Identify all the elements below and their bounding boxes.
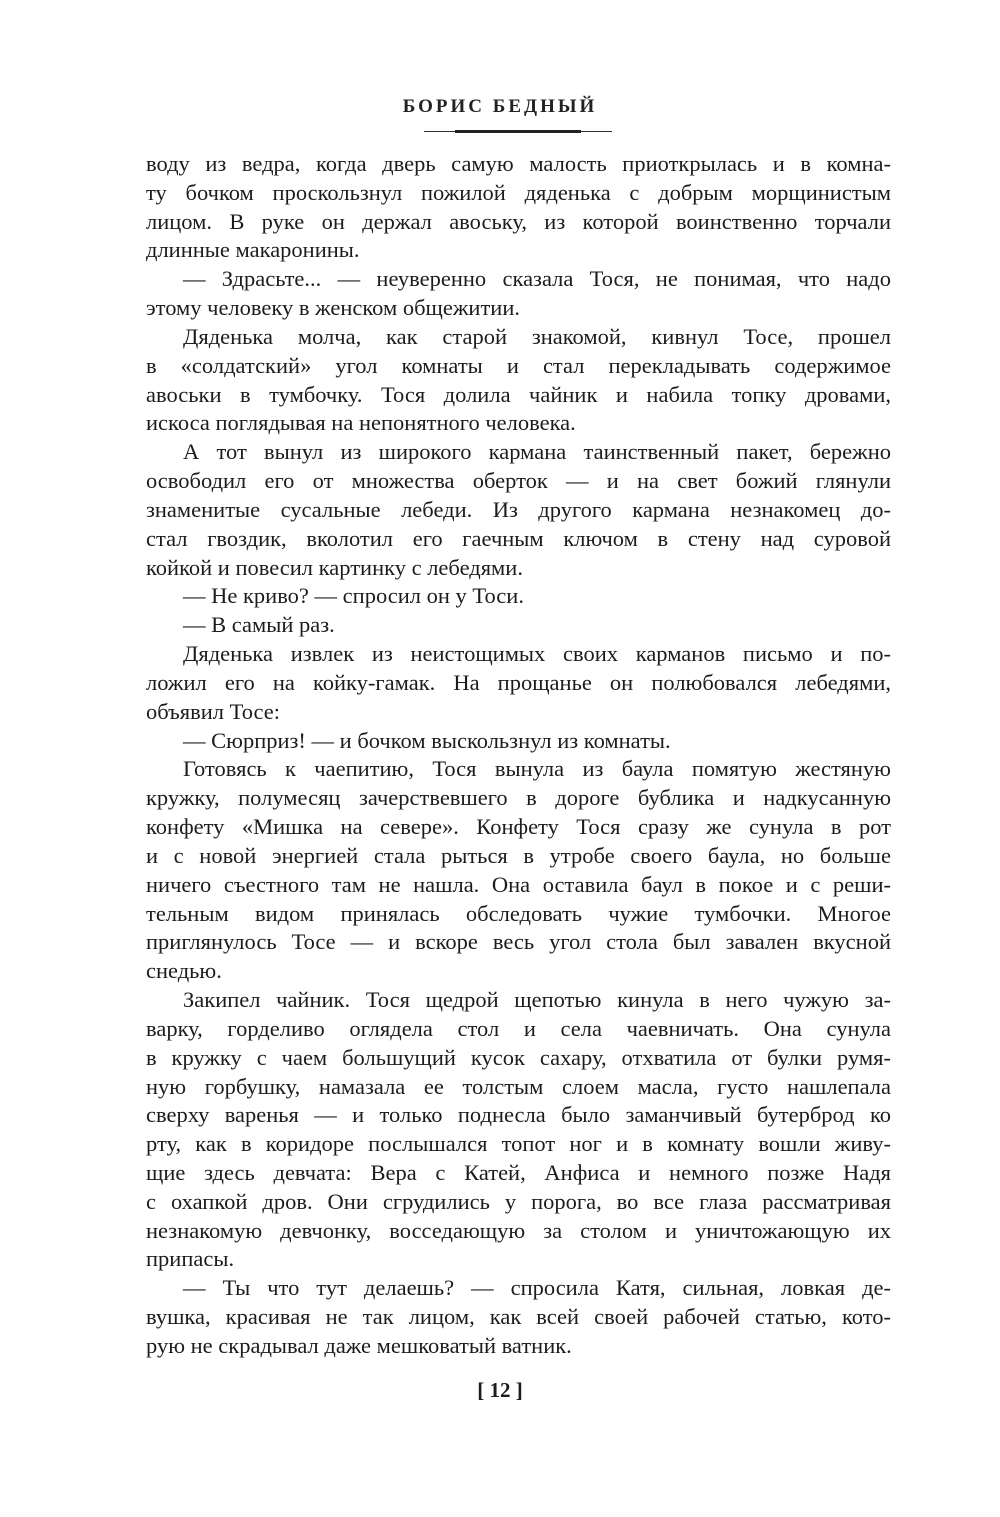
text-line: — В самый раз.: [183, 612, 335, 638]
text-line: в «солдатский» угол комнаты и стал перекладывать содержимое: [146, 352, 891, 378]
running-head-author: БОРИС БЕДНЫЙ: [402, 96, 598, 117]
text-line: Дяденька молча, как старой знакомой, кивнул Тосе, прошел: [183, 323, 891, 349]
text-line: стал гвоздик, вколотил его гаечным ключом в стену над суровой: [146, 525, 891, 551]
text-line: — Здрасьте... — неуверенно сказала Тося, не понимая, что надо: [183, 266, 891, 292]
text-line: койкой и повесил картинку с лебедями.: [146, 554, 523, 580]
text-line: А тот вынул из широкого кармана таинственный пакет, бережно: [183, 439, 891, 465]
text-line: этому человеку в женском общежитии.: [146, 295, 520, 321]
text-line: рту, как в коридоре послышался топот ног и в комнату вошли живу-: [146, 1131, 891, 1157]
text-line: Готовясь к чаепитию, Тося вынула из баула помятую жестяную: [183, 756, 891, 782]
page-number: [ 12 ]: [477, 1378, 523, 1402]
text-line: воду из ведра, когда дверь самую малость приоткрылась и в комна-: [146, 151, 891, 176]
text-line: конфету «Мишка на севере». Конфету Тося сразу же сунула в рот: [146, 814, 891, 840]
text-line: — Не криво? — спросил он у Тоси.: [183, 583, 524, 609]
text-line: снедью.: [146, 958, 222, 984]
text-line: авоськи в тумбочку. Тося долила чайник и набила топку дровами,: [146, 381, 891, 407]
text-line: и с новой энергией стала рыться в утробе своего баула, но больше: [146, 842, 891, 868]
text-line: освободил его от множества оберток — и на свет божий глянули: [146, 468, 891, 494]
text-line: искоса поглядывая на непонятного человека.: [146, 410, 576, 436]
text-line: Закипел чайник. Тося щедрой щепотью кинула в него чужую за-: [183, 987, 891, 1013]
text-line: Дяденька извлек из неистощимых своих карманов письмо и по-: [183, 641, 891, 667]
text-line: ничего съестного там не нашла. Она оставила баул в покое и с реши-: [146, 871, 891, 897]
text-line: — Ты что тут делаешь? — спросила Катя, сильная, ловкая де-: [183, 1275, 891, 1301]
header-rule-thick: [455, 130, 581, 133]
text-line: вушка, красивая не так лицом, как всей своей рабочей статью, кото-: [146, 1304, 891, 1330]
text-line: варку, горделиво оглядела стол и села чаевничать. Она сунула: [146, 1015, 891, 1041]
text-line: ложил его на койку-гамак. На прощанье он полюбовался лебедями,: [146, 669, 891, 695]
text-line: незнакомую девчонку, восседающую за столом и уничтожающую их: [146, 1217, 891, 1243]
text-line: приглянулось Тосе — и вскоре весь угол стола был завален вкусной: [146, 929, 891, 955]
text-line: лицом. В руке он держал авоську, из которой воинственно торчали: [146, 208, 891, 234]
text-line: припасы.: [146, 1246, 235, 1272]
text-line: сверху варенья — и только поднесла было заманчивый бутерброд ко: [146, 1102, 891, 1128]
text-line: — Сюрприз! — и бочком выскользнул из комнаты.: [183, 727, 671, 753]
text-line: знаменитые сусальные лебеди. Из другого кармана незнакомец до-: [146, 496, 891, 522]
text-line: щие здесь девчата: Вера с Катей, Анфиса и немного позже Надя: [146, 1159, 891, 1185]
text-line: в кружку с чаем большущий кусок сахару, отхватила от булки румя-: [146, 1044, 891, 1070]
text-line: ту бочком проскользнул пожилой дяденька с добрым морщинистым: [146, 179, 891, 205]
text-line: тельным видом принялась обследовать чужие тумбочки. Многое: [146, 900, 891, 926]
text-line: с охапкой дров. Они сгрудились у порога, во все глаза рассматривая: [146, 1188, 891, 1214]
text-line: ную горбушку, намазала ее толстым слоем масла, густо нашлепала: [146, 1073, 891, 1099]
text-line: объявил Тосе:: [146, 698, 281, 724]
text-line: длинные макаронины.: [146, 237, 360, 263]
body-text: [146, 150, 891, 1361]
text-line: рую не скрадывал даже мешковатый ватник.: [146, 1332, 572, 1358]
text-line: кружку, полумесяц зачерствевшего в дороге бублика и надкусанную: [146, 785, 891, 811]
